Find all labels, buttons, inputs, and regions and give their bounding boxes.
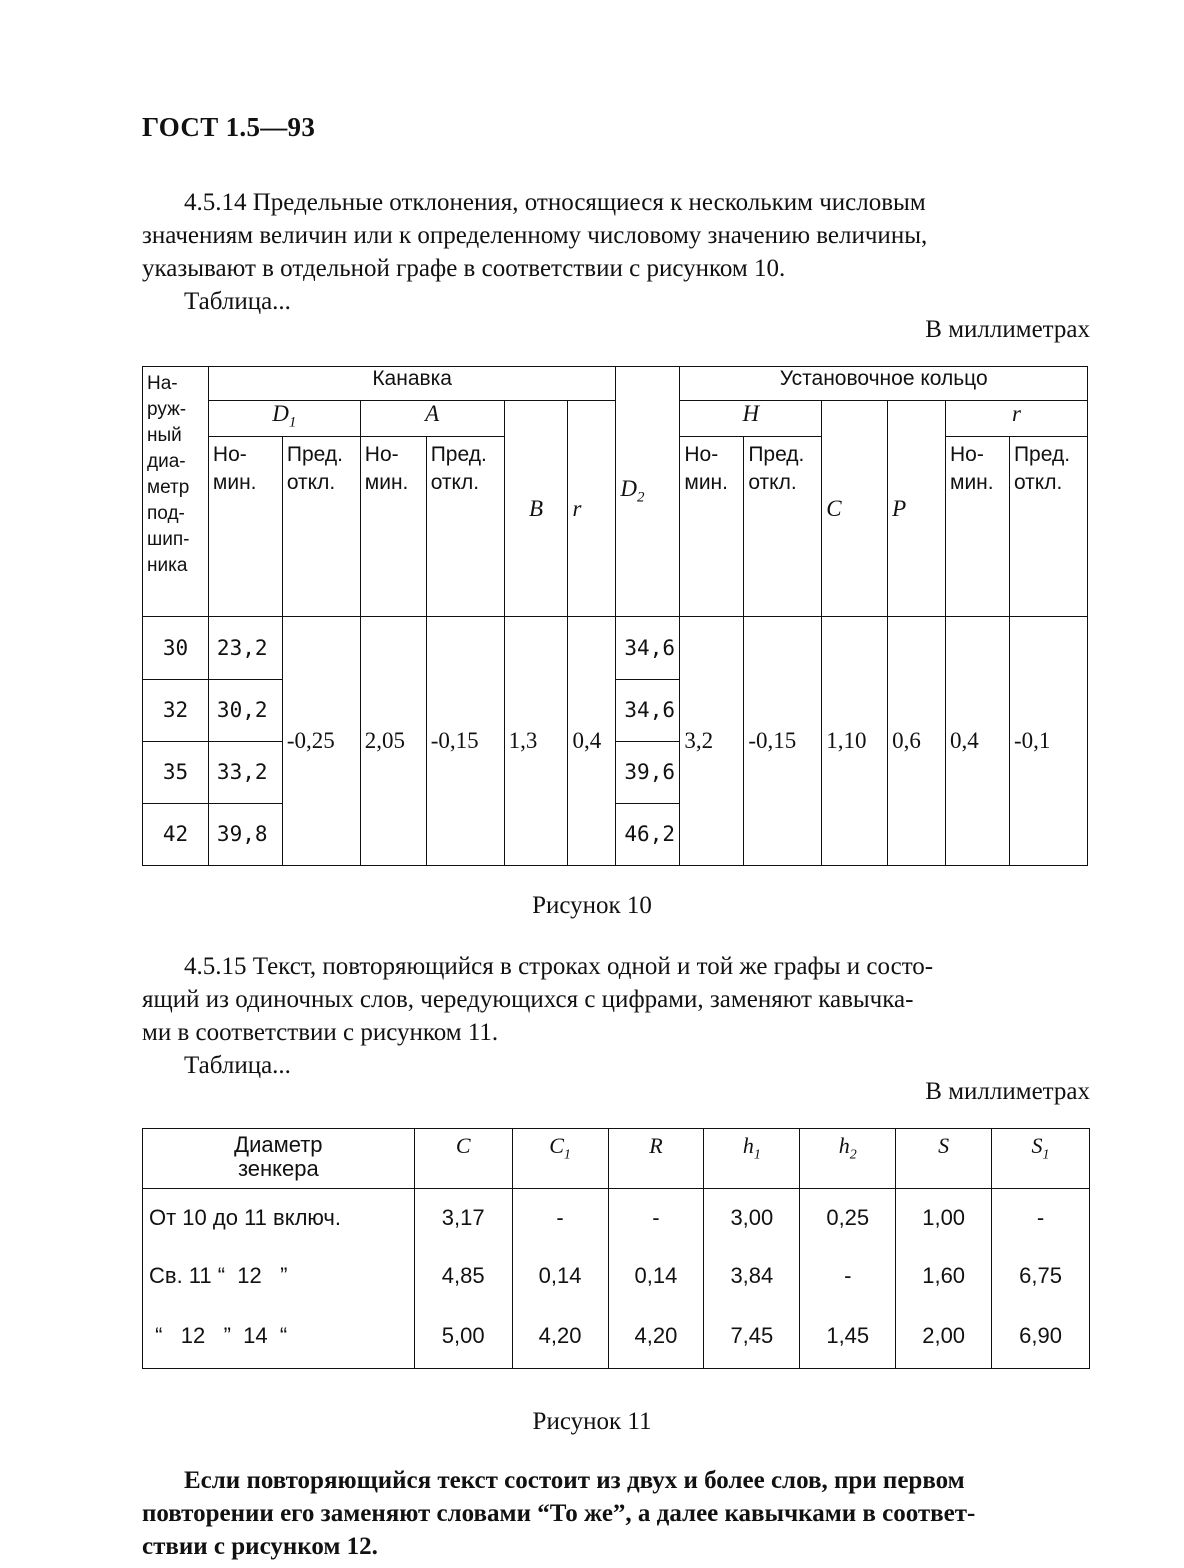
table-cell: 5,00 — [414, 1305, 512, 1369]
table-cell: 3,17 — [414, 1189, 512, 1247]
table-cell: “ 12 ” 14 “ — [143, 1305, 415, 1369]
table-cell: - — [608, 1189, 704, 1247]
table-cell: 3,84 — [704, 1247, 800, 1305]
paragraph-repeated-text: Если повторяющийся текст состоит из двух и более слов, при первом повторении его заменяют словами “То же”, а далее кавычками в соответ- ствии с рисунком 12. — [142, 1467, 976, 1560]
header-deviation: Пред. откл. — [426, 437, 504, 617]
header-b: B — [504, 401, 568, 617]
header-nominal: Но- мин. — [680, 437, 744, 617]
table-cell: 1,45 — [800, 1305, 896, 1369]
table-cell: 3,2 — [680, 617, 744, 866]
table-cell: 3,00 — [704, 1189, 800, 1247]
table-cell: 30,2 — [208, 679, 282, 741]
table-cell: 2,00 — [896, 1305, 992, 1369]
table-cell: 34,6 — [616, 679, 680, 741]
table-cell: 7,45 — [704, 1305, 800, 1369]
header-h2: $h_2$ — [800, 1129, 896, 1189]
header-r2: r — [946, 401, 1088, 437]
table-cell: 39,8 — [208, 803, 282, 865]
header-deviation: Пред. откл. — [1009, 437, 1087, 617]
table-cell: 1,60 — [896, 1247, 992, 1305]
header-c: C — [414, 1129, 512, 1189]
table-cell: -0,1 — [1009, 617, 1087, 866]
units-label: В миллиметрах — [925, 316, 1090, 343]
header-r: R — [608, 1129, 704, 1189]
table-cell: - — [992, 1189, 1090, 1247]
table-cell: 2,05 — [360, 617, 426, 866]
table-cell: 6,90 — [992, 1305, 1090, 1369]
table-cell: 6,75 — [992, 1247, 1090, 1305]
header-d2: $D_2$ — [616, 367, 680, 617]
header-deviation: Пред. откл. — [744, 437, 822, 617]
figure-11-caption: Рисунок 11 — [532, 1408, 652, 1435]
paragraph-4-5-14: 4.5.14 Предельные отклонения, относящиеся к нескольким числовым значениям величин или к определенному числовому значению величины, указывают в отдельной графе в соответствии с рисунком 10. Таблица... — [142, 189, 928, 315]
table-cell: 39,6 — [616, 741, 680, 803]
header-nominal: Но- мин. — [946, 437, 1010, 617]
table-cell: 0,14 — [608, 1247, 704, 1305]
table-cell: - — [512, 1189, 608, 1247]
table-cell: 34,6 — [616, 617, 680, 679]
table-cell: 4,20 — [608, 1305, 704, 1369]
figure-10-caption: Рисунок 10 — [532, 892, 652, 919]
header-counterbore-diameter: Диаметр зенкера — [143, 1129, 415, 1189]
header-nominal: Но- мин. — [360, 437, 426, 617]
header-groove: Канавка — [208, 367, 615, 401]
header-h: H — [680, 401, 822, 437]
header-nominal: Но- мин. — [208, 437, 282, 617]
figure-10-table — [142, 366, 1088, 866]
table-cell: 1,3 — [504, 617, 568, 866]
table-cell: 4,85 — [414, 1247, 512, 1305]
table-cell: 35 — [143, 741, 209, 803]
table-cell: -0,15 — [426, 617, 504, 866]
table-cell: 42 — [143, 803, 209, 865]
paragraph-4-5-15: 4.5.15 Текст, повторяющийся в строках одной и той же графы и состо- ящий из одиночных слов, чередующихся с цифрами, заменяют кавычка- ми в соответствии с рисунком 11. Таблица... — [142, 953, 934, 1079]
header-c: C — [822, 401, 888, 617]
header-s1: $S_1$ — [992, 1129, 1090, 1189]
table-cell: 32 — [143, 679, 209, 741]
header-s: S — [896, 1129, 992, 1189]
table-cell: 30 — [143, 617, 209, 679]
table-cell: 4,20 — [512, 1305, 608, 1369]
table-cell: 1,10 — [822, 617, 888, 866]
header-a: A — [360, 401, 504, 437]
header-deviation: Пред. откл. — [282, 437, 360, 617]
header-p: P — [888, 401, 946, 617]
table-cell: От 10 до 11 включ. — [143, 1189, 415, 1247]
table-cell: -0,15 — [744, 617, 822, 866]
table-cell: 1,00 — [896, 1189, 992, 1247]
units-label: В миллиметрах — [925, 1078, 1090, 1105]
figure-11-table — [142, 1128, 1090, 1369]
table-cell: - — [800, 1247, 896, 1305]
header-d1: $D_1$ — [208, 401, 360, 437]
table-cell: 0,14 — [512, 1247, 608, 1305]
header-outer-diameter: На- руж- ный диа- метр под- шип- ника — [143, 367, 209, 617]
table-cell: -0,25 — [282, 617, 360, 866]
table-cell: 0,4 — [568, 617, 616, 866]
header-ring: Установочное кольцо — [680, 367, 1088, 401]
table-cell: 23,2 — [208, 617, 282, 679]
header-r: r — [568, 401, 616, 617]
table-cell: Св. 11 “ 12 ” — [143, 1247, 415, 1305]
table-cell: 46,2 — [616, 803, 680, 865]
table-cell: 0,6 — [888, 617, 946, 866]
table-cell: 0,4 — [946, 617, 1010, 866]
table-cell: 0,25 — [800, 1189, 896, 1247]
table-cell: 33,2 — [208, 741, 282, 803]
document-header: ГОСТ 1.5—93 — [142, 112, 316, 142]
header-h1: $h_1$ — [704, 1129, 800, 1189]
header-c1: $C_1$ — [512, 1129, 608, 1189]
